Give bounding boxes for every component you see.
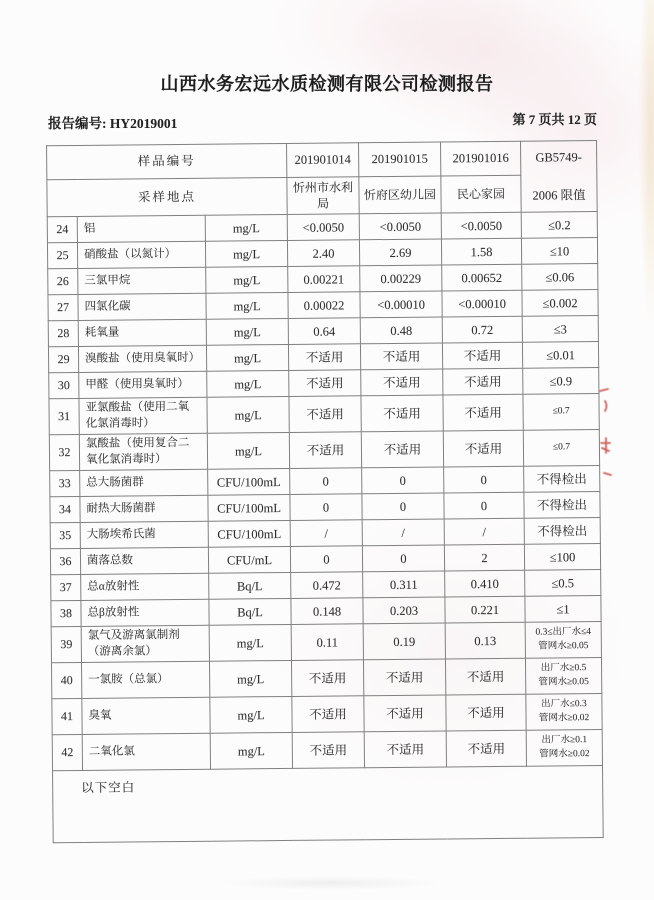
report-number: 报告编号: HY2019001 — [48, 116, 178, 131]
header-row-locations — [47, 174, 597, 217]
sample1-value: 不适用 — [292, 696, 364, 733]
sample2-value: 0.48 — [360, 317, 442, 344]
sample2-value: 不适用 — [361, 369, 443, 396]
parameter-name: 总大肠菌群 — [80, 470, 208, 497]
sample3-value: 不适用 — [445, 659, 525, 696]
row-number: 28 — [48, 321, 78, 347]
row-number: 30 — [49, 373, 79, 399]
sample3-value: 0.72 — [442, 317, 522, 344]
limit-value: 出厂水≥0.1 管网水≥0.02 — [526, 730, 602, 767]
sample1-value: 0.64 — [288, 318, 360, 345]
row-number: 35 — [50, 523, 80, 549]
limit-value: ≤0.01 — [522, 342, 598, 369]
sample1-value: 不适用 — [288, 344, 360, 371]
row-number: 33 — [50, 471, 80, 497]
limit-value: ≤0.06 — [522, 264, 598, 291]
parameter-name: 溴酸盐（使用臭氧时） — [78, 346, 206, 373]
unit-value: mg/L — [210, 733, 292, 770]
sample2-value: 0 — [362, 467, 444, 494]
sample3-value: 1.58 — [441, 239, 521, 266]
sample1-value: 0.00221 — [288, 266, 360, 293]
sample2-value: <0.00010 — [360, 291, 442, 318]
sample1-value: 0.472 — [291, 572, 363, 599]
unit-value: mg/L — [207, 397, 289, 434]
unit-value: mg/L — [209, 661, 291, 698]
row-number: 25 — [47, 243, 77, 269]
limit-value: ≤10 — [521, 238, 597, 265]
limit-value: ≤0.2 — [521, 212, 597, 239]
sample1-value: 0.11 — [291, 624, 363, 661]
sample2-value: / — [362, 519, 444, 546]
unit-value: CFU/100mL — [208, 469, 290, 496]
sample1-value: 不适用 — [289, 432, 361, 469]
parameter-name: 大肠埃希氏菌 — [80, 522, 208, 549]
sample1-value: / — [290, 520, 362, 547]
sample2-value: 0.19 — [363, 623, 445, 660]
sample3-value: <0.0050 — [441, 213, 521, 240]
sample-id-3: 201901016 — [441, 141, 521, 176]
location-1: 忻州市水利局 — [287, 177, 359, 215]
table-row — [49, 430, 599, 471]
parameter-name: 二氧化氯 — [82, 734, 210, 771]
below-blank-row — [53, 766, 604, 843]
sample1-value: 0 — [290, 494, 362, 521]
limit-value: ≤0.9 — [523, 368, 599, 395]
unit-value: Bq/L — [209, 573, 291, 600]
below-blank-note: 以下空白 — [53, 766, 604, 843]
sample2-value: 2.69 — [359, 239, 441, 266]
table-row — [52, 694, 602, 735]
parameter-name: 耗氧量 — [78, 320, 206, 347]
limit-value: 出厂水≥0.5 管网水≥0.05 — [525, 658, 601, 695]
sample2-value: 0 — [362, 545, 444, 572]
limit-column-header — [521, 140, 598, 212]
parameter-name: 铝 — [77, 216, 205, 243]
limit-header-line2: 2006 限值 — [532, 188, 586, 203]
parameter-name: 一氯胺（总氯） — [81, 662, 209, 699]
row-number: 37 — [51, 575, 81, 601]
page-indicator: 第 7 页共 12 页 — [512, 112, 597, 127]
parameter-name: 氯酸盐（使用复合二 氧化氯消毒时） — [79, 434, 207, 471]
results-table — [46, 140, 604, 844]
row-number: 29 — [48, 347, 78, 373]
unit-value: mg/L — [209, 625, 291, 662]
limit-value: ≤1 — [525, 596, 601, 623]
sample3-value: 不适用 — [443, 369, 523, 396]
location-row-label: 采样地点 — [47, 177, 287, 217]
limit-value: 不得检出 — [524, 492, 600, 519]
parameter-name: 氯气及游离氯制剂 （游离余氯） — [81, 626, 209, 663]
location-2: 忻府区幼儿园 — [359, 176, 441, 214]
sample2-value: 不适用 — [361, 431, 443, 468]
unit-value: CFU/mL — [208, 547, 290, 574]
sample3-value: 不适用 — [446, 731, 526, 768]
table-row — [52, 730, 602, 771]
limit-value: ≤0.7 — [523, 394, 599, 431]
sample2-value: 不适用 — [360, 343, 442, 370]
sample3-value: 0.13 — [445, 623, 525, 660]
sample1-value: 0.00022 — [288, 292, 360, 319]
row-number: 32 — [49, 435, 79, 471]
table-row — [51, 658, 601, 699]
row-number: 26 — [48, 269, 78, 295]
table-row — [51, 622, 601, 663]
table-row — [49, 394, 599, 435]
parameter-name: 菌落总数 — [80, 548, 208, 575]
sample3-value: 2 — [444, 545, 524, 572]
row-number: 38 — [51, 601, 81, 627]
unit-value: mg/L — [206, 319, 288, 346]
sample2-value: <0.0050 — [359, 213, 441, 240]
parameter-name: 硝酸盐（以氮计） — [77, 242, 205, 269]
sample2-value: 0.311 — [363, 571, 445, 598]
limit-value: ≤0.002 — [522, 290, 598, 317]
sample2-value: 不适用 — [364, 731, 446, 768]
unit-value: mg/L — [206, 267, 288, 294]
sample2-value: 0.203 — [363, 597, 445, 624]
results-table-wrap — [46, 140, 603, 844]
unit-value: CFU/100mL — [208, 495, 290, 522]
sample1-value: 0.148 — [291, 598, 363, 625]
sample3-value: / — [444, 519, 524, 546]
limit-header-line1: GB5749- — [535, 150, 582, 165]
sample1-value: 不适用 — [289, 370, 361, 397]
limit-value: ≤0.5 — [525, 570, 601, 597]
sample1-value: 不适用 — [292, 732, 364, 769]
sample3-value: 0 — [444, 493, 524, 520]
limit-value: ≤100 — [524, 544, 600, 571]
limit-value: 不得检出 — [524, 466, 600, 493]
row-number: 40 — [51, 663, 81, 699]
unit-value: mg/L — [205, 215, 287, 242]
report-title: 山西水务宏远水质检测有限公司检测报告 — [160, 74, 494, 94]
sample1-value: 2.40 — [287, 240, 359, 267]
parameter-name: 甲醛（使用臭氧时） — [79, 372, 207, 399]
limit-value: 不得检出 — [524, 518, 600, 545]
parameter-name: 四氯化碳 — [78, 294, 206, 321]
unit-value: mg/L — [207, 433, 289, 470]
parameter-name: 耐热大肠菌群 — [80, 496, 208, 523]
row-number: 42 — [52, 735, 82, 771]
limit-header-lines — [521, 145, 597, 208]
sample2-value: 0 — [362, 493, 444, 520]
sample3-value: 不适用 — [443, 395, 523, 432]
limit-value: 0.3≤出厂水≤4 管网水≥0.05 — [525, 622, 601, 659]
sample-id-1: 201901014 — [287, 143, 359, 178]
row-number: 41 — [52, 699, 82, 735]
sample2-value: 不适用 — [363, 659, 445, 696]
row-number: 34 — [50, 497, 80, 523]
sample-id-row-label: 样品编号 — [47, 143, 287, 179]
sample2-value: 不适用 — [364, 695, 446, 732]
header-row-sample-ids — [47, 140, 597, 179]
sample-id-2: 201901015 — [359, 142, 441, 177]
sample3-value: 不适用 — [442, 343, 522, 370]
sample2-value: 不适用 — [361, 395, 443, 432]
report-meta-row — [48, 112, 597, 132]
unit-value: Bq/L — [209, 599, 291, 626]
sample3-value: 0 — [444, 467, 524, 494]
location-3: 民心家园 — [441, 175, 521, 213]
unit-value: CFU/100mL — [208, 521, 290, 548]
unit-value: mg/L — [207, 371, 289, 398]
sample1-value: <0.0050 — [287, 214, 359, 241]
sample1-value: 不适用 — [289, 396, 361, 433]
red-stamp-fragment — [594, 380, 620, 490]
sample3-value: 不适用 — [443, 431, 523, 468]
sample3-value: <0.00010 — [442, 291, 522, 318]
parameter-name: 亚氯酸盐（使用二氧 化氯消毒时） — [79, 398, 207, 435]
sample3-value: 不适用 — [446, 695, 526, 732]
unit-value: mg/L — [206, 345, 288, 372]
row-number: 39 — [51, 627, 81, 663]
limit-value: ≤3 — [522, 316, 598, 343]
sample2-value: 0.00229 — [360, 265, 442, 292]
row-number: 27 — [48, 295, 78, 321]
unit-value: mg/L — [205, 241, 287, 268]
limit-value: 出厂水≤0.3 管网水≥0.02 — [526, 694, 602, 731]
sample1-value: 0 — [290, 468, 362, 495]
sample1-value: 0 — [290, 546, 362, 573]
sample1-value: 不适用 — [291, 660, 363, 697]
unit-value: mg/L — [206, 293, 288, 320]
sample3-value: 0.00652 — [442, 265, 522, 292]
row-number: 24 — [47, 217, 77, 243]
unit-value: mg/L — [210, 697, 292, 734]
parameter-name: 三氯甲烷 — [78, 268, 206, 295]
parameter-name: 总β放射性 — [81, 600, 209, 627]
sample3-value: 0.221 — [445, 597, 525, 624]
parameter-name: 臭氧 — [82, 698, 210, 735]
parameter-name: 总α放射性 — [81, 574, 209, 601]
limit-value: ≤0.7 — [523, 430, 599, 467]
row-number: 36 — [50, 549, 80, 575]
sample3-value: 0.410 — [445, 571, 525, 598]
row-number: 31 — [49, 399, 79, 435]
